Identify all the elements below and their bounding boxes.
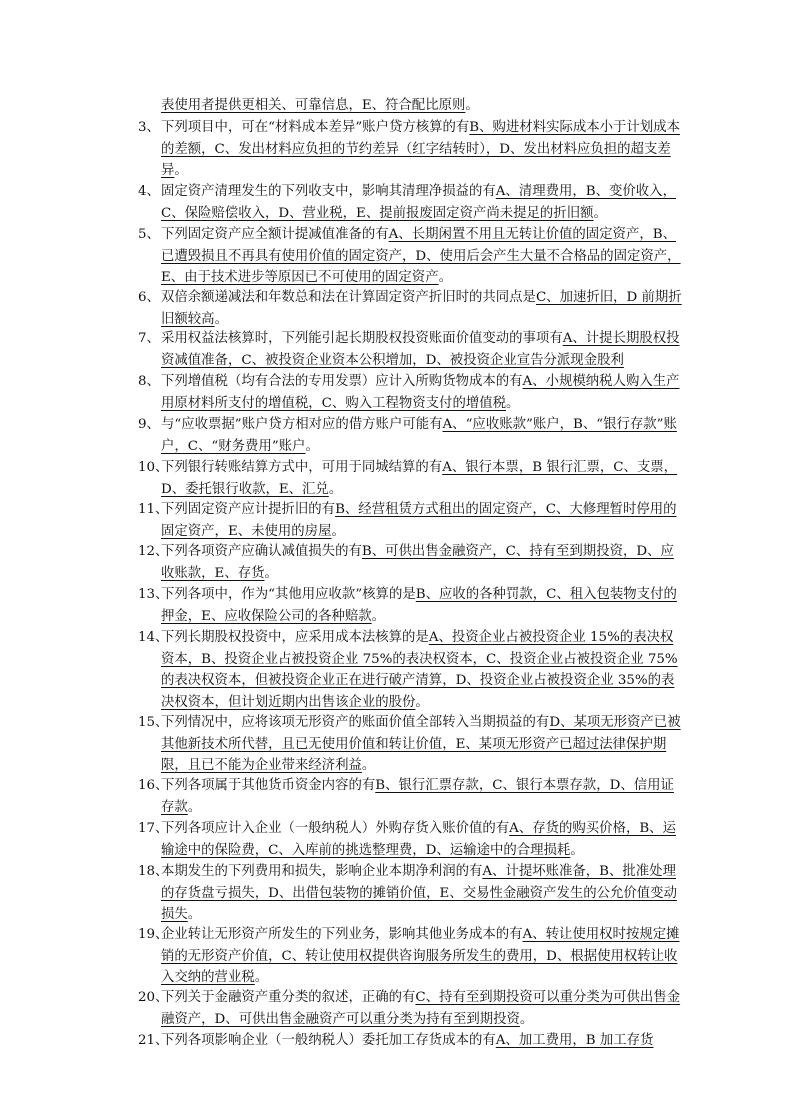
sentence-end: 。 bbox=[174, 163, 188, 178]
question-stem: 下列情况中，应将该项无形资产的账面价值全部转入当期损益的有 bbox=[161, 715, 550, 730]
question-11 bbox=[138, 499, 686, 542]
question-stem: 下列各项资产应确认减值损失的有 bbox=[161, 544, 362, 559]
question-number: 21、 bbox=[138, 1033, 169, 1048]
question-6 bbox=[138, 287, 686, 330]
question-4 bbox=[138, 181, 686, 224]
question-16 bbox=[138, 775, 686, 818]
question-3 bbox=[138, 117, 686, 182]
answer-text: A、计提长期股权投资减值准备，C、被投资企业资本公积增加，D、被投资企业宣告分派现金股利 bbox=[161, 331, 680, 368]
question-18 bbox=[138, 861, 686, 926]
answer-text: C、持有至到期投资可以重分类为可供出售金融资产，D、可供出售金融资产可以重分类为持有至到期投资 bbox=[161, 990, 681, 1027]
question-number: 13、 bbox=[138, 587, 169, 602]
sentence-end: 。 bbox=[305, 438, 319, 454]
question-number: 18、 bbox=[138, 864, 169, 879]
answer-text: A、计提坏账准备，B、批准处理的存货盘亏损失，D、出借包装物的摊销价值，E、交易性金融资产发生的公允价值变动损失 bbox=[161, 864, 677, 922]
answer-text: A、“应收账款”账户，B、“银行存款”账户，C、“财务费用”账户 bbox=[161, 417, 677, 454]
sentence-end: 。 bbox=[187, 907, 202, 922]
answer-text: A、投资企业占被投资企业 15%的表决权资本，B、投资企业占被投资企业 75%的表决权资本，C、投资企业占被投资企业 75%的表决权资本，但被投资企业正在进行破产清算，D、投资企业占被投资企业 35%的表决权资本，但计划近期内出售该企业的股份 bbox=[161, 630, 678, 710]
answer-text: A、小规模纳税人购入生产用原材料所支付的增值税，C、购入工程物资支付的增值税 bbox=[161, 374, 680, 411]
sentence-end: 。 bbox=[570, 842, 584, 858]
question-21 bbox=[138, 1030, 686, 1052]
answer-text: D、某项无形资产已被其他新技术所代替，且已无使用价值和转让价值，E、某项无形资产已超过法律保护期限，且已不能为企业带来经济利益 bbox=[161, 715, 681, 773]
question-stem: 下列各项属于其他货币资金内容的有 bbox=[161, 778, 376, 793]
sentence-end: 。 bbox=[264, 565, 278, 581]
question-stem: 下列固定资产应全额计提减值准备的有 bbox=[161, 227, 389, 242]
question-17 bbox=[138, 818, 686, 861]
answer-text: B、可供出售金融资产，C、持有至到期投资，D、应收账款，E、存货 bbox=[161, 544, 674, 581]
question-10 bbox=[138, 457, 686, 500]
question-number: 19、 bbox=[138, 927, 169, 942]
sentence-end: 。 bbox=[361, 758, 376, 773]
question-19 bbox=[138, 924, 686, 989]
answer-text: A、存货的购买价格，B、运输途中的保险费，C、入库前的挑选整理费，D、运输途中的合理损耗 bbox=[161, 821, 676, 858]
question-13 bbox=[138, 584, 686, 627]
sentence-end: 。 bbox=[415, 694, 429, 710]
question-7 bbox=[138, 328, 686, 371]
question-number: 9、 bbox=[138, 417, 160, 432]
answer-text: A、长期闲置不用且无转让价值的固定资产，B、已遭毁损且不再具有使用价值的固定资产，D、使用后会产生大量不合格品的固定资产，E、由于技术进步等原因已不可使用的固定资产 bbox=[161, 227, 681, 285]
question-stem: 下列项目中，可在“材料成本差异”账户贷方核算的有 bbox=[161, 120, 470, 135]
question-number: 11、 bbox=[138, 502, 169, 517]
question-number: 6、 bbox=[138, 290, 160, 305]
sentence-end: 。 bbox=[331, 523, 345, 539]
sentence-end: 。 bbox=[187, 799, 202, 815]
answer-text: 表使用者提供更相关、可靠信息，E、符合配比原则 bbox=[161, 98, 466, 113]
answer-text: A、转让使用权时按规定摊销的无形资产价值，C、转让使用权提供咨询服务所发生的费用，D、根据使用权转让收入交纳的营业税 bbox=[161, 927, 680, 985]
question-stem: 固定资产清理发生的下列收支中，影响其清理净损益的有 bbox=[161, 184, 496, 199]
question-number: 10、 bbox=[138, 460, 169, 475]
answer-text: B、经营租赁方式租出的固定资产，C、大修理暂时停用的固定资产，E、未使用的房屋 bbox=[161, 502, 677, 539]
sentence-end: 。 bbox=[438, 270, 452, 285]
answer-text: B、银行汇票存款，C、银行本票存款，D、信用证存款 bbox=[161, 778, 674, 815]
question-number: 7、 bbox=[138, 331, 160, 346]
question-20 bbox=[138, 987, 686, 1030]
question-number: 14、 bbox=[138, 630, 169, 645]
question-stem: 下列关于金融资产重分类的叙述，正确的有 bbox=[161, 990, 416, 1005]
answer-text: C、加速折旧，D 前期折旧额较高 bbox=[161, 290, 682, 327]
sentence-end: 。 bbox=[465, 98, 479, 113]
question-number: 3、 bbox=[138, 120, 160, 135]
sentence-end: 。 bbox=[519, 1011, 534, 1027]
question-number: 17、 bbox=[138, 821, 169, 836]
question-stem: 下列固定资产应计提折旧的有 bbox=[161, 502, 336, 517]
question-2-continuation bbox=[161, 95, 686, 117]
question-number: 15、 bbox=[138, 715, 169, 730]
answer-text: A、加工费用，B 加工存货 bbox=[495, 1033, 654, 1048]
question-stem: 采用权益法核算时，下列能引起长期股权投资账面价值变动的事项有 bbox=[161, 331, 563, 346]
sentence-end: 。 bbox=[371, 608, 386, 624]
sentence-end: 。 bbox=[328, 481, 343, 497]
question-stem: 与“应收票据”账户贷方相对应的借方账户可能有 bbox=[161, 417, 443, 432]
question-number: 20、 bbox=[138, 990, 169, 1005]
question-number: 5、 bbox=[138, 227, 160, 242]
question-number: 16、 bbox=[138, 778, 169, 793]
question-stem: 下列各项影响企业（一般纳税人）委托加工存货成本的有 bbox=[161, 1033, 496, 1048]
question-5 bbox=[138, 224, 686, 289]
question-stem: 下列各项应计入企业（一般纳税人）外购存货入账价值的有 bbox=[161, 821, 510, 836]
question-stem: 下列银行转账结算方式中，可用于同城结算的有 bbox=[161, 460, 443, 475]
question-number: 4、 bbox=[138, 184, 160, 199]
sentence-end: 。 bbox=[254, 970, 269, 985]
answer-text: B、购进材料实际成本小于计划成本的差额，C、发出材料应负担的节约差异（红字结转时），D、发出材料应负担的超支差异 bbox=[161, 120, 680, 178]
answer-text: A、银行本票，B 银行汇票，C、支票，D、委托银行收款，E、汇兑 bbox=[161, 460, 678, 497]
question-stem: 双倍余额递减法和年数总和法在计算固定资产折旧时的共同点是 bbox=[161, 290, 536, 305]
question-8 bbox=[138, 371, 686, 414]
question-15 bbox=[138, 712, 686, 777]
question-stem: 下列长期股权投资中，应采用成本法核算的是 bbox=[161, 630, 429, 645]
question-stem: 下列各项中，作为“其他用应收款”核算的是 bbox=[161, 587, 416, 602]
question-14 bbox=[138, 627, 686, 713]
sentence-end: 。 bbox=[214, 311, 228, 327]
question-stem: 下列增值税（均有合法的专用发票）应计入所购货物成本的有 bbox=[161, 374, 523, 389]
question-stem: 企业转让无形资产所发生的下列业务，影响其他业务成本的有 bbox=[161, 927, 523, 942]
question-9 bbox=[138, 414, 686, 457]
answer-text: B、应收的各种罚款，C、租入包装物支付的押金，E、应收保险公司的各种赔款 bbox=[161, 587, 677, 624]
sentence-end: 。 bbox=[593, 205, 607, 221]
question-stem: 本期发生的下列费用和损失，影响企业本期净利润的有 bbox=[161, 864, 483, 879]
answer-text: A、清理费用，B、变价收入，C、保险赔偿收入，D、营业税，E、提前报废固定资产尚未提足的折旧额 bbox=[161, 184, 676, 221]
sentence-end: 。 bbox=[506, 395, 520, 411]
question-number: 8、 bbox=[138, 374, 160, 389]
question-number: 12、 bbox=[138, 544, 169, 559]
question-12 bbox=[138, 541, 686, 584]
